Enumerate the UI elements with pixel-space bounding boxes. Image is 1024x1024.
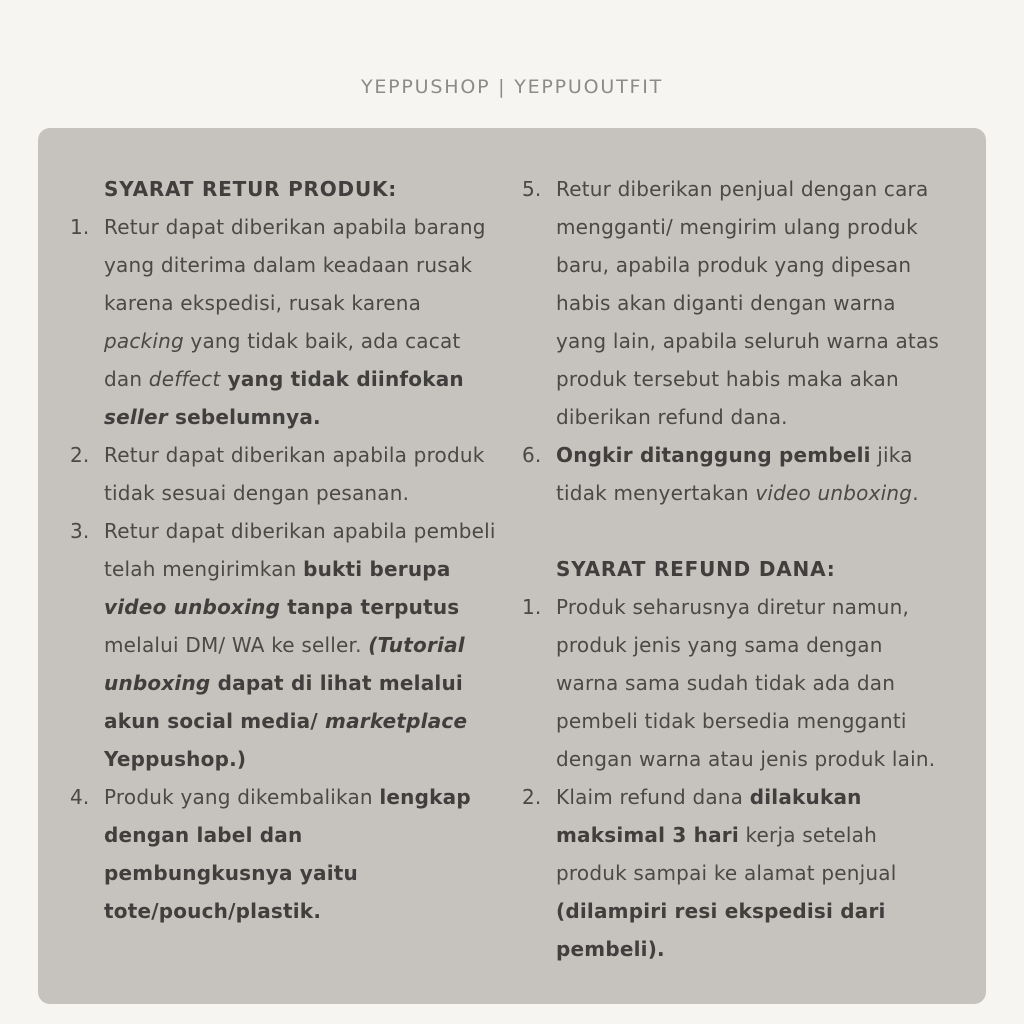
plain-text: melalui DM/ WA ke seller. [104,633,369,657]
bold-italic-text: video unboxing [104,595,281,619]
plain-text: kerja setelah produk sampai ke alamat penjual [556,823,897,885]
plain-text: jika tidak menyertakan [556,443,913,505]
item-number: 5. [522,177,542,201]
item-number: 2. [70,443,90,467]
item-number: 2. [522,785,542,809]
plain-text: Produk yang dikembalikan [104,785,380,809]
bold-text: dapat di lihat melalui akun social media/ [104,671,463,733]
list-item [70,512,496,778]
item-text [556,778,948,968]
section-heading: SYARAT RETUR PRODUK: [104,177,398,201]
policy-section [522,170,948,512]
plain-text: Retur dapat diberikan apabila pembeli telah mengirimkan [104,519,496,581]
item-text [556,170,948,436]
item-number: 1. [70,215,90,239]
italic-text: packing [104,329,184,353]
bold-text: bukti berupa [303,557,451,581]
policy-section [70,170,496,930]
bold-text: lengkap dengan label dan pembungkusnya yaitu tote/pouch/plastik. [104,785,471,923]
item-number: 4. [70,785,90,809]
bold-italic-text: marketplace [325,709,468,733]
plain-text: Klaim refund dana [556,785,750,809]
plain-text: Retur dapat diberikan apabila produk tidak sesuai dengan pesanan. [104,443,485,505]
item-text [104,208,496,436]
bold-text: (dilampiri resi ekspedisi dari pembeli). [556,899,886,961]
section-heading: SYARAT REFUND DANA: [556,557,836,581]
item-text [104,436,496,512]
item-text [104,778,496,930]
brand-header: YEPPUSHOP | YEPPUOUTFIT [360,76,664,98]
bold-text: sebelumnya. [167,405,321,429]
right-column [522,170,948,968]
item-text [104,512,496,778]
item-text [556,588,948,778]
italic-text: deffect [148,367,221,391]
item-number: 3. [70,519,90,543]
plain-text: Retur dapat diberikan apabila barang yang diterima dalam keadaan rusak karena ekspedisi, rusak karena [104,215,486,315]
bold-text: tanpa terputus [280,595,460,619]
policy-section [522,550,948,968]
bold-italic-text: (Tutorial unboxing [104,633,465,695]
plain-text: yang tidak baik, ada cacat dan [104,329,461,391]
bold-text: yang tidak diinfokan [220,367,464,391]
italic-text: video unboxing [755,481,913,505]
list-item [522,170,948,436]
left-column [70,170,496,968]
item-number: 6. [522,443,542,467]
plain-text: Retur diberikan penjual dengan cara mengganti/ mengirim ulang produk baru, apabila produk yang dipesan habis akan diganti dengan warna yang lain, apabila seluruh warna atas produk tersebut habis maka akan diberikan refund dana. [556,177,940,429]
list-item [522,588,948,778]
plain-text: . [912,481,919,505]
list-item [70,436,496,512]
bold-text: Yeppushop.) [104,747,247,771]
bold-text: Ongkir ditanggung pembeli [556,443,871,467]
list-item [70,208,496,436]
plain-text: Produk seharusnya diretur namun, produk jenis yang sama dengan warna sama sudah tidak ada dan pembeli tidak bersedia mengganti dengan warna atau jenis produk lain. [556,595,936,771]
bold-italic-text: seller [104,405,168,429]
policy-panel [38,128,986,1004]
bold-text: dilakukan maksimal 3 hari [556,785,862,847]
list-item [522,778,948,968]
item-number: 1. [522,595,542,619]
list-item [522,436,948,512]
item-text [556,436,948,512]
list-item [70,778,496,930]
